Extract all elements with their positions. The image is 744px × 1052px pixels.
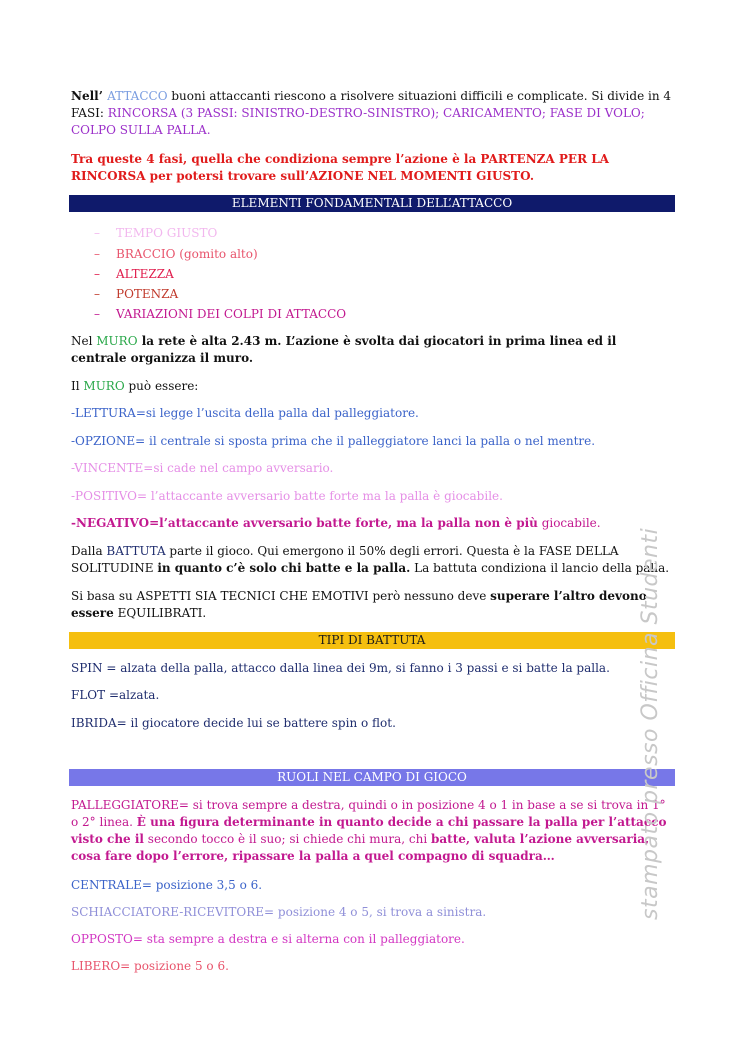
list-item	[94, 225, 217, 242]
list-item	[94, 306, 346, 323]
intro-text: Nell’	[71, 89, 108, 103]
ruolo-libero: LIBERO= posizione 5 o 6.	[71, 959, 229, 973]
list-item-label: POTENZA	[116, 287, 179, 301]
battuta-text: parte il gioco. Qui emergono il 50% degli errori. Questa è la FASE DELLA SOLITUDINE	[71, 544, 619, 575]
battuta-text: superare l’altro devono essere	[71, 589, 647, 620]
muro-text: può essere:	[124, 379, 199, 393]
muro-text: la rete è alta 2.43 m. L’azione è svolta dai giocatori in prima linea ed il centrale organizza il muro.	[71, 334, 617, 365]
battuta-text: Dalla	[71, 544, 107, 558]
battuta-text: Si basa su ASPETTI SIA TECNICI CHE EMOTIVI però nessuno deve	[71, 589, 491, 603]
battuta-term: BATTUTA	[106, 544, 166, 558]
ruolo-palleggiatore	[71, 797, 671, 865]
muro-lettura: -LETTURA=si legge l’uscita della palla dal palleggiatore.	[71, 406, 419, 420]
ruolo-text: PALLEGGIATORE= si trova sempre a destra, quindi o in posizione 4 o 1 in base a se si trova in 1° o 2° linea.	[71, 798, 666, 829]
fasi-list: RINCORSA (3 PASSI: SINISTRO-DESTRO-SINISTRO); CARICAMENTO; FASE DI VOLO; COLPO SULLA PALLA.	[71, 106, 645, 137]
muro-negativo-text: giocabile.	[537, 516, 601, 530]
muro-term: MURO	[83, 379, 125, 393]
ruolo-schiacciatore: SCHIACCIATORE-RICEVITORE= posizione 4 o 5, si trova a sinistra.	[71, 905, 487, 919]
ruolo-text: batte, valuta l’azione avversaria, cosa fare dopo l’errore, ripassare la palla a quel compagno di squadra…	[71, 832, 650, 863]
muro-positivo: -POSITIVO= l’attaccante avversario batte forte ma la palla è giocabile.	[71, 489, 503, 503]
battuta-paragraph-1	[71, 543, 671, 577]
battuta-ibrida: IBRIDA= il giocatore decide lui se battere spin o flot.	[71, 716, 396, 730]
list-item	[94, 266, 174, 283]
list-item-label: ALTEZZA	[116, 267, 174, 281]
muro-term: MURO	[96, 334, 138, 348]
list-item-label: VARIAZIONI DEI COLPI DI ATTACCO	[116, 307, 347, 321]
list-item	[94, 246, 258, 263]
bullet: –	[94, 247, 100, 261]
bullet: –	[94, 267, 100, 281]
muro-vincente: -VINCENTE=si cade nel campo avversario.	[71, 461, 334, 475]
ruolo-text: È una figura determinante in quanto decide a chi passare la palla per l’attacco visto che il	[71, 815, 667, 846]
bullet: –	[94, 307, 100, 321]
battuta-paragraph-2	[71, 588, 671, 622]
ruolo-opposto: OPPOSTO= sta sempre a destra e si alterna con il palleggiatore.	[71, 932, 465, 946]
muro-paragraph-2	[71, 378, 671, 395]
battuta-flot: FLOT =alzata.	[71, 688, 160, 702]
intro-paragraph-1	[71, 88, 671, 139]
attacco-term: ATTACCO	[107, 89, 168, 103]
section-header-ruoli: RUOLI NEL CAMPO DI GIOCO	[69, 769, 675, 786]
intro-paragraph-2: Tra queste 4 fasi, quella che condiziona sempre l’azione è la PARTENZA PER LA RINCORSA per potersi trovare sull’AZIONE NEL MOMENTI GIUSTO.	[71, 152, 609, 183]
bullet: –	[94, 287, 100, 301]
watermark: stampato presso Officina Studenti	[638, 527, 663, 920]
muro-paragraph-1	[71, 333, 671, 367]
muro-text: Il	[71, 379, 84, 393]
muro-negativo	[71, 515, 671, 532]
battuta-spin: SPIN = alzata della palla, attacco dalla linea dei 9m, si fanno i 3 passi e si batte la palla.	[71, 661, 610, 675]
battuta-text: La battuta condiziona il lancio della palla.	[410, 561, 670, 575]
battuta-text: in quanto c’è solo chi batte e la palla.	[157, 561, 411, 575]
battuta-text: EQUILIBRATI.	[113, 606, 207, 620]
section-header-elementi: ELEMENTI FONDAMENTALI DELL’ATTACCO	[69, 195, 675, 212]
list-item-label: BRACCIO (gomito alto)	[116, 247, 258, 261]
muro-negativo-text: -NEGATIVO=l’attaccante avversario batte forte, ma la palla non è più	[71, 516, 538, 530]
intro-text: buoni attaccanti riescono a risolvere situazioni difficili e complicate. Si divide in 4 FASI:	[71, 89, 672, 120]
bullet: –	[94, 226, 100, 240]
ruolo-text: secondo tocco è il suo; si chiede chi mura, chi	[143, 832, 431, 846]
section-header-tipi-battuta: TIPI DI BATTUTA	[69, 632, 675, 649]
muro-text: Nel	[71, 334, 97, 348]
list-item-label: TEMPO GIUSTO	[116, 226, 218, 240]
list-item	[94, 286, 178, 303]
ruolo-centrale: CENTRALE= posizione 3,5 o 6.	[71, 878, 263, 892]
muro-opzione: -OPZIONE= il centrale si sposta prima che il palleggiatore lanci la palla o nel mentre.	[71, 434, 596, 448]
